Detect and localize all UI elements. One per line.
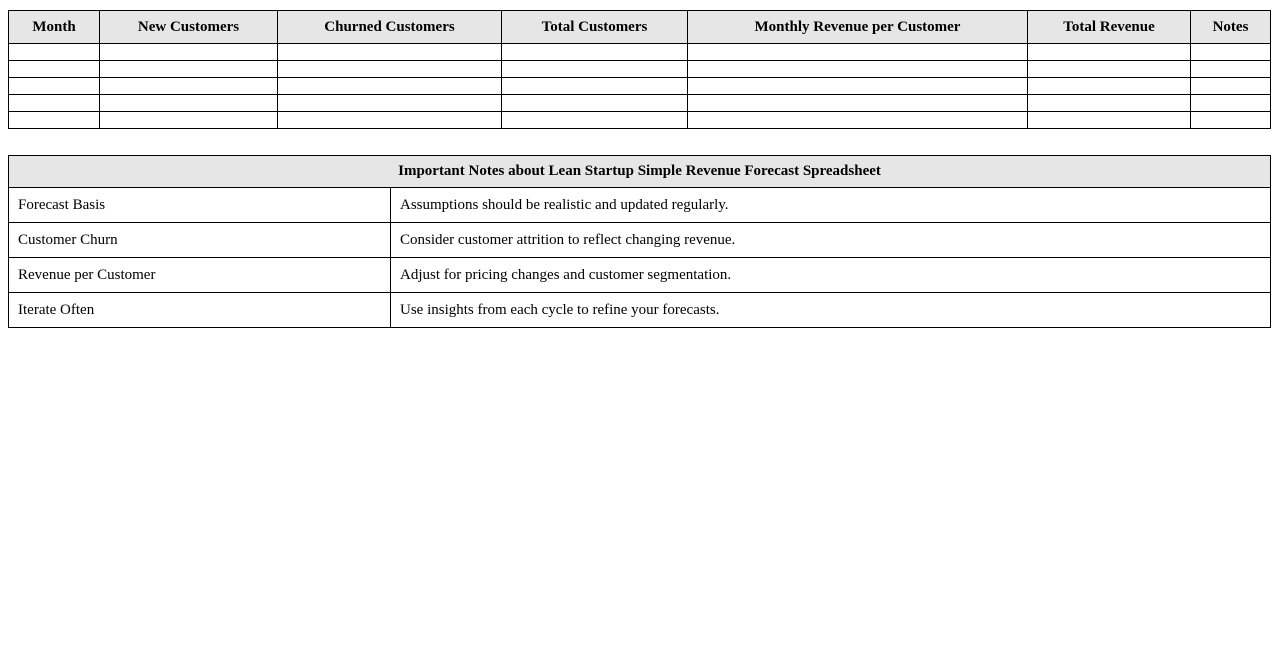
column-header-notes: Notes (1191, 11, 1271, 44)
table-row (9, 95, 1271, 112)
notes-table-title: Important Notes about Lean Startup Simple Revenue Forecast Spreadsheet (9, 156, 1271, 188)
empty-cell (9, 112, 100, 129)
empty-cell (278, 44, 502, 61)
empty-cell (100, 112, 278, 129)
empty-cell (100, 61, 278, 78)
empty-cell (278, 61, 502, 78)
note-text: Adjust for pricing changes and customer segmentation. (391, 258, 1271, 293)
table-row (9, 223, 1271, 258)
note-text: Assumptions should be realistic and updated regularly. (391, 188, 1271, 223)
empty-cell (688, 95, 1028, 112)
empty-cell (9, 44, 100, 61)
table-row (9, 61, 1271, 78)
note-label: Forecast Basis (9, 188, 391, 223)
column-header-month: Month (9, 11, 100, 44)
note-label: Revenue per Customer (9, 258, 391, 293)
empty-cell (1028, 78, 1191, 95)
empty-cell (100, 78, 278, 95)
empty-cell (1191, 44, 1271, 61)
empty-cell (278, 78, 502, 95)
empty-cell (502, 61, 688, 78)
column-header-new-customers: New Customers (100, 11, 278, 44)
empty-cell (278, 112, 502, 129)
empty-cell (1191, 61, 1271, 78)
forecast-header-row (9, 11, 1271, 44)
column-header-total-revenue: Total Revenue (1028, 11, 1191, 44)
table-row (9, 44, 1271, 61)
empty-cell (1191, 78, 1271, 95)
empty-cell (502, 95, 688, 112)
note-text: Consider customer attrition to reflect changing revenue. (391, 223, 1271, 258)
empty-cell (688, 61, 1028, 78)
empty-cell (1028, 95, 1191, 112)
empty-cell (688, 112, 1028, 129)
empty-cell (688, 78, 1028, 95)
table-row (9, 293, 1271, 328)
empty-cell (9, 95, 100, 112)
table-row (9, 188, 1271, 223)
empty-cell (502, 44, 688, 61)
empty-cell (502, 112, 688, 129)
empty-cell (9, 61, 100, 78)
empty-cell (1191, 95, 1271, 112)
empty-cell (100, 44, 278, 61)
table-row (9, 78, 1271, 95)
column-header-monthly-revenue-per-customer: Monthly Revenue per Customer (688, 11, 1028, 44)
empty-cell (100, 95, 278, 112)
column-header-total-customers: Total Customers (502, 11, 688, 44)
note-text: Use insights from each cycle to refine your forecasts. (391, 293, 1271, 328)
note-label: Customer Churn (9, 223, 391, 258)
table-row (9, 258, 1271, 293)
note-label: Iterate Often (9, 293, 391, 328)
empty-cell (9, 78, 100, 95)
empty-cell (1191, 112, 1271, 129)
empty-cell (1028, 112, 1191, 129)
important-notes-table (8, 155, 1271, 328)
table-row (9, 112, 1271, 129)
column-header-churned-customers: Churned Customers (278, 11, 502, 44)
empty-cell (502, 78, 688, 95)
empty-cell (278, 95, 502, 112)
revenue-forecast-table (8, 10, 1271, 129)
empty-cell (688, 44, 1028, 61)
notes-title-row (9, 156, 1271, 188)
empty-cell (1028, 61, 1191, 78)
empty-cell (1028, 44, 1191, 61)
